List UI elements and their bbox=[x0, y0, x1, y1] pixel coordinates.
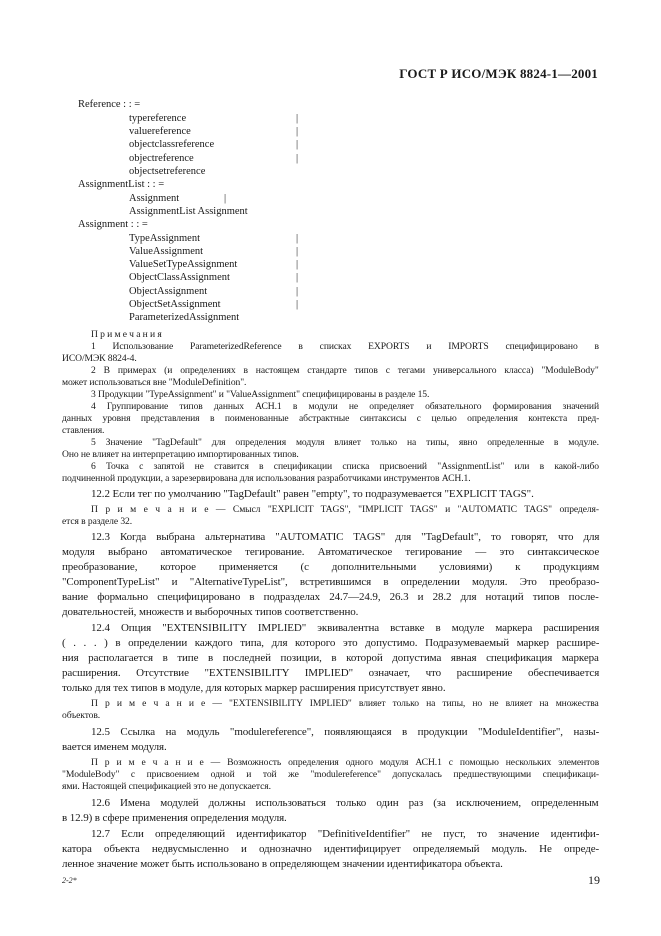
text-line: ленное значение может быть использовано в определяющем значении идентификатора объекта. bbox=[62, 858, 503, 870]
grammar-item: typereference bbox=[129, 113, 187, 124]
note-line: 6 Точка с запятой не ставится в спецификации списка присвоений "AssignmentList" или в какой-либо bbox=[91, 461, 599, 472]
paragraph-12-2: 12.2 Если тег по умолчанию "TagDefault" равен "empty", то подразумевается "EXPLICIT TAGS". bbox=[91, 488, 534, 500]
paragraph-12-5: вается именем модуля. bbox=[62, 741, 167, 753]
note-line: 4 Группирование типов данных АСН.1 в модули не определяет обязательного формирования значений bbox=[91, 401, 600, 412]
text-line: довательностей, множеств и выборочных типов соответственно. bbox=[62, 606, 359, 618]
note-12-5: П р и м е ч а н и е — Возможность определения одного модуля АСН.1 с помощью нескольких элементов bbox=[91, 757, 600, 768]
note-12-2: П р и м е ч а н и е — Смысл "EXPLICIT TAGS", "IMPLICIT TAGS" и "AUTOMATIC TAGS" определя- bbox=[91, 504, 599, 515]
note-line: ИСО/МЭК 8824-4. bbox=[62, 353, 137, 364]
document-header: ГОСТ Р ИСО/МЭК 8824-1—2001 bbox=[399, 66, 598, 81]
text-line: 12.3 Когда выбрана альтернатива "AUTOMATIC TAGS" для "TagDefault", то говорят, что для bbox=[91, 531, 600, 543]
alternative-bar: | bbox=[296, 153, 299, 164]
grammar-item: ValueAssignment bbox=[129, 246, 204, 257]
notes-title: П р и м е ч а н и я bbox=[91, 329, 162, 340]
alternative-bar: | bbox=[296, 259, 299, 270]
alternative-bar: | bbox=[224, 193, 227, 204]
note-line: подчиненной продукции, а зарезервирована для использования разработчиками инструментов АСН.1. bbox=[62, 473, 471, 484]
text-line: расширения. Отсутствие "EXTENSIBILITY IMPLIED" означает, что расширение обеспечивается bbox=[62, 667, 600, 679]
grammar-head-assignmentlist: AssignmentList : : = bbox=[78, 179, 165, 190]
grammar-item: TypeAssignment bbox=[129, 233, 201, 244]
paragraph-12-6: 12.6 Имена модулей должны использоваться только один раз (за исключением, определенным bbox=[91, 797, 599, 809]
note-line: данных уровня представления в поименованные абстрактные синтаксисы с целью определения контекста пред- bbox=[62, 413, 600, 424]
grammar-item: Assignment bbox=[129, 193, 180, 204]
grammar-head-reference: Reference : : = bbox=[78, 99, 141, 110]
note-line: 3 Продукции "TypeAssignment" и "ValueAssignment" специфицированы в разделе 15. bbox=[91, 389, 430, 400]
note-line: 2 В примерах (и определениях в настоящем стандарте типов с тегами универсального класса) "ModuleBody" bbox=[91, 365, 599, 376]
alternative-bar: | bbox=[296, 272, 299, 283]
text-line: преобразование, которое применяется (с дополнительными условиями) к продукциям bbox=[62, 561, 600, 573]
text-line: 12.4 Опция "EXTENSIBILITY IMPLIED" эквивалентна вставке в модуле маркера расширения bbox=[91, 622, 600, 634]
text-line: ния располагается в типе в последней позиции, в которой допустима явная спецификация маркера bbox=[62, 652, 599, 664]
grammar-item: ObjectClassAssignment bbox=[129, 272, 230, 283]
alternative-bar: | bbox=[296, 139, 299, 150]
grammar-item: objectclassreference bbox=[129, 139, 215, 150]
alternative-bar: | bbox=[296, 233, 299, 244]
text-line: модуля выбрано автоматическое тегирование. Автоматическое тегирование — это синтаксическое bbox=[62, 546, 600, 558]
paragraph-12-6: в 12.9) в сфере применения определения модуля. bbox=[62, 812, 287, 824]
grammar-item: ValueSetTypeAssignment bbox=[129, 259, 238, 270]
grammar-item: valuereference bbox=[129, 126, 191, 137]
note-line: 5 Значение "TagDefault" для определения модуля влияет только на типы, явно определенные в модуле. bbox=[91, 437, 599, 448]
text-line: вание формально специфицировано в подразделах 24.7—24.9, 26.3 и 28.2 для нотаций типов после- bbox=[62, 591, 599, 603]
alternative-bar: | bbox=[296, 286, 299, 297]
note-line: 1 Использование ParameterizedReference в списках EXPORTS и IMPORTS специфицировано в bbox=[91, 341, 599, 352]
grammar-item: AssignmentList Assignment bbox=[129, 206, 248, 217]
note-12-5: "ModuleBody" с присвоением одной и той же "modulereference" допускалась предшествующими спецификаци- bbox=[62, 769, 599, 780]
alternative-bar: | bbox=[296, 113, 299, 124]
grammar-item: ObjectSetAssignment bbox=[129, 299, 221, 310]
note-line: Оно не влияет на интерпретацию импортированных типов. bbox=[62, 449, 299, 460]
note-line: ставления. bbox=[62, 425, 105, 436]
text-line: 12.7 Если определяющий идентификатор "DefinitiveIdentifier" не пуст, то значение идентифи- bbox=[91, 828, 600, 840]
footer-signature: 2-2* bbox=[62, 876, 77, 885]
text-line: ( . . . ) в определении каждого типа, для которого это допустимо. Подразумеваемый маркер расшире- bbox=[62, 637, 600, 649]
alternative-bar: | bbox=[296, 246, 299, 257]
grammar-item: objectsetreference bbox=[129, 166, 206, 177]
text-line: только для тех типов в модуле, для которых маркер расширения присутствует явно. bbox=[62, 682, 446, 694]
text-line: "ComponentTypeList" и "AlternativeTypeList", встретившимся в определении модуля. Это преобразо- bbox=[62, 576, 600, 588]
note-12-4: П р и м е ч а н и е — "EXTENSIBILITY IMPLIED" влияет только на типы, но не влияет на множества bbox=[91, 698, 599, 709]
note-12-2: ется в разделе 32. bbox=[62, 516, 133, 527]
text-line: катора объекта недвусмысленно и однозначно идентифицирует определяемый модуль. Не опреде- bbox=[62, 843, 600, 855]
grammar-head-assignment: Assignment : : = bbox=[78, 219, 148, 230]
grammar-item: ParameterizedAssignment bbox=[129, 312, 240, 323]
grammar-item: ObjectAssignment bbox=[129, 286, 208, 297]
note-12-5: ями. Настоящей спецификацией это не допускается. bbox=[62, 781, 271, 792]
paragraph-12-5: 12.5 Ссылка на модуль "modulereference", появляющаяся в продукции "ModuleIdentifier", назы- bbox=[91, 726, 600, 738]
note-12-4: объектов. bbox=[62, 710, 101, 721]
alternative-bar: | bbox=[296, 299, 299, 310]
page-number: 19 bbox=[588, 873, 600, 887]
note-line: может использоваться вне "ModuleDefinition". bbox=[62, 377, 247, 388]
alternative-bar: | bbox=[296, 126, 299, 137]
grammar-item: objectreference bbox=[129, 153, 194, 164]
